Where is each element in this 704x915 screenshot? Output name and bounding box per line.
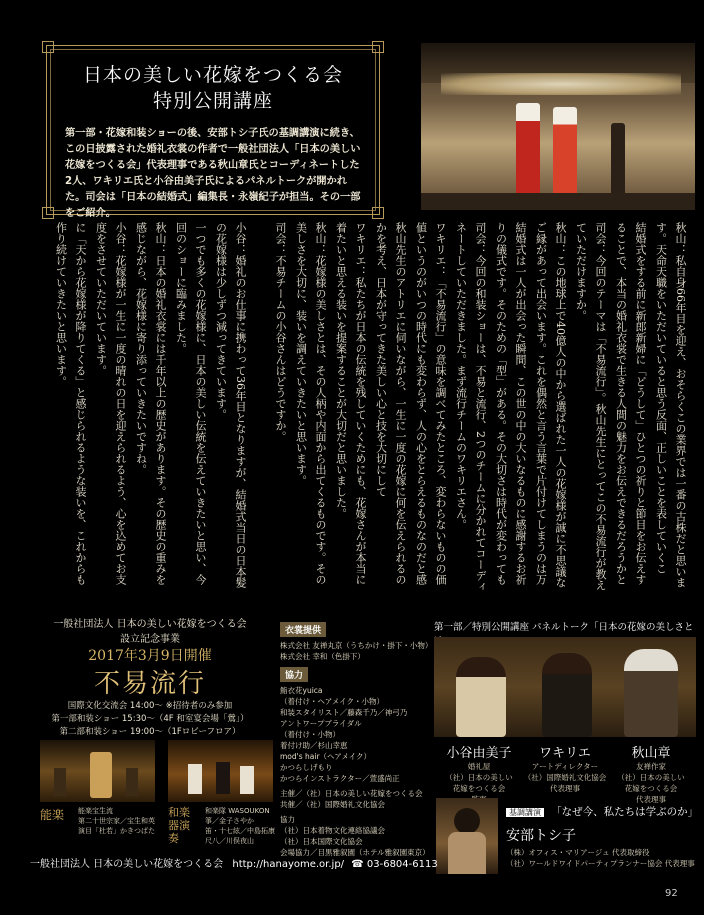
bride-figure [516, 103, 540, 203]
wagakki-desc: 笛・十七絃／中島拓康 [205, 827, 275, 835]
frame-corner [42, 207, 54, 219]
body-column: 一つでも多くの花嫁様に、日本の美しい伝統を伝えていきたいと思い、今回のショーに臨みました。 [174, 222, 207, 585]
body-column: 司会：今回のテーマは「不易流行」。秋山先生にとってこの不易流行が教えていただけますか。 [574, 222, 607, 591]
event-sub: 設立記念事業 [120, 634, 180, 645]
speaker-role: 花嫁をつくる会 [624, 784, 678, 793]
body-column: ワキリエ：私たちが日本の伝統を残していくためにも、花嫁さんが本当に着たいと思える装いを提案することが大切だと思いました。 [334, 222, 367, 585]
bride-procession-photo [421, 43, 695, 210]
lead-text: 第一部・花嫁和装ショーの後、安部トシ子氏の基調講演に続き、この日披露された婚礼衣裳の作者で一般社団法人「日本の美しい花嫁をつくる会」代表理事である秋山章氏とコーディネートした2人、ワキリエ氏と小谷由美子氏によるパネルトークが開かれた。司会は「日本の結婚式」編集長・永嶺紀子が担当。その一部をご紹介。 [65, 128, 361, 219]
speaker-name: ワキリエ [539, 746, 591, 761]
frame-corner [372, 41, 384, 53]
speaker-role: アートディレクター [531, 762, 599, 771]
wagakki-label: 和楽器演奏 [168, 806, 190, 845]
credit-line: 協力 [280, 815, 295, 824]
speaker-role: （社）日本の美しい [445, 773, 513, 782]
footer-url[interactable]: http://hanayome.or.jp/ [232, 859, 345, 870]
title-box [46, 45, 380, 219]
event-time-1: 国際文化交流会 14:00～ ※招待者のみ参加 [67, 701, 233, 711]
frame-corner [42, 41, 54, 53]
credit-line: （社）日本着物文化連絡協議会 [280, 826, 385, 835]
keynote-role: （社）ワールドワイドパーティプランナー協会 代表理事 [506, 859, 695, 868]
body-column: 結婚式をする前に新郎新婦に「どうして」ひとつの祈りと節目をお伝えすることで、本当の婚礼衣裳で生きる人間の魅力をお伝えできるだろうかと [614, 222, 647, 585]
speaker-role: （社）日本の美しい [617, 773, 685, 782]
wagakki-desc: 尺八／川俣夜山 [205, 837, 254, 845]
noh-desc: 演目「杜若」かきつばた [78, 827, 155, 835]
speaker-role: 婚礼屋 [467, 762, 491, 771]
keynote-label: 基調講演 [506, 808, 544, 817]
keynote-name: 安部トシ子 [506, 828, 576, 844]
noh-desc: 第二十世宗家／宝生和英 [78, 817, 155, 825]
event-theme: 不易流行 [93, 669, 206, 699]
speaker-card [436, 742, 522, 805]
page-number: 92 [665, 888, 678, 899]
footer-phone: ☎ 03-6804-6113 [351, 859, 438, 870]
speaker-name: 秋山章 [631, 746, 671, 761]
body-column: 結婚式は一人が出会った瞬間、この世の中の大いなるものに感謝するお祈りの儀式です。そのための「型」がある。その大切さは時代が変わっても [494, 222, 527, 585]
speaker-card [522, 742, 608, 794]
credit-line: 株式会社 友禅丸京（うちかけ・掛下・小物） [280, 641, 433, 650]
speaker-role: 花嫁をつくる会 [452, 784, 506, 793]
event-time-2: 第一部和装ショー 15:30～（4F 和室宴会場「鶯」） [51, 714, 249, 724]
credits [280, 618, 433, 858]
speaker-card [608, 742, 694, 805]
frame-corner [372, 207, 384, 219]
credit-line: （着付け・ヘアメイク・小物） [280, 697, 385, 706]
credit-line: かつらしげもり [280, 763, 333, 772]
credit-line: mod's hair（ヘアメイク） [280, 752, 372, 761]
credit-line: 鮨衣花yuica [280, 686, 323, 695]
wagakki-photo [168, 740, 273, 802]
keynote-role: （株）オフィス・マリアージュ 代表取締役 [506, 848, 650, 857]
credit-line: 着付け助／杉山幸恵 [280, 741, 348, 750]
panel-heading: 第一部／特別公開講座 パネルトーク「日本の花嫁の美しさと [434, 622, 694, 633]
wagakki-desc: 和楽隊 WASOUKON [205, 807, 270, 815]
attendant-figure [611, 123, 625, 201]
body-column: 秋山：私自身66年目を迎え、おそらくこの業界では一番の古株だと思います。天命天職をいただいていると思う反面、正しいことを表していくこ [654, 222, 687, 588]
keynote-title: 「なぜ今、私たちは学ぶのか」 [551, 806, 699, 818]
body-column: 小谷：婚礼のお仕事に携わって36年目となりますが、結婚式当日の日本髪の花嫁様は少しずつ減ってきています。 [214, 222, 247, 588]
credit-heading: 協力 [280, 667, 308, 682]
event-time-3: 第二部和装ショー 19:00～（1Fロビーフロア） [59, 727, 241, 737]
body-column: 秋山先生のアトリエに伺いながら、一生に一度の花嫁に何を伝えられるのかを考え、日本が守ってきた美しい心と技を大切にして [374, 222, 407, 585]
footer [30, 855, 450, 870]
noh-label: 能楽 [40, 808, 65, 822]
credit-line: 会場協力／目黒雅叙園（ホテル雅叙園東京） [280, 848, 430, 857]
body-column: 秋山：花嫁様の美しさとは、その人柄や内面から出てくるものです。その美しさを大切に、装いを調えていきたいと思います。 [294, 222, 327, 585]
credit-line: 和装スタイリスト／藤森千乃／神弓乃 [280, 708, 408, 717]
body-column: 司会：不易チームの小谷さんはどうですか。 [274, 222, 287, 442]
page-title: 日本の美しい花嫁をつくる会 [82, 64, 343, 86]
noh-desc: 能楽宝生流 [78, 807, 113, 815]
keynote-info [506, 800, 698, 869]
speaker-role: 友禅作家 [636, 762, 666, 771]
event-info [30, 615, 270, 755]
body-column: 司会：今回の和装ショーは、不易と流行、2つのチームに分かれてコーディネートしていただきました。まず流行チームのワキリエさん。 [454, 222, 487, 592]
credit-line: （社）日本国際文化協会 [280, 837, 363, 846]
bride-figure [553, 107, 577, 203]
credit-line: アントワープブライダル [280, 719, 362, 728]
credit-line: かつらインストラクター／萱盛尚正 [280, 774, 400, 783]
article-body [50, 222, 690, 592]
event-date: 2017年3月9日開催 [88, 648, 212, 664]
panel-photo [434, 637, 696, 737]
page-subtitle: 特別公開講座 [152, 90, 273, 112]
speaker-name: 小谷由美子 [446, 746, 512, 761]
wagakki-desc: 箏／金子さやか [205, 817, 254, 825]
credit-line: （着付け・小物） [280, 730, 340, 739]
body-column: 秋山：日本の婚礼衣裳には千年以上の歴史があります。その歴史の重みを感じながら、花嫁様に寄り添っていきたいですね。 [134, 222, 167, 585]
credit-line: 株式会社 幸和（色掛下） [280, 652, 365, 661]
noh-caption [78, 806, 155, 836]
event-org: 一般社団法人 日本の美しい花嫁をつくる会 [53, 619, 247, 630]
noh-photo [40, 740, 155, 802]
speaker-role: 代表理事 [636, 795, 666, 804]
credit-heading: 衣裳提供 [280, 622, 326, 637]
body-column: 小谷：花嫁様が一生に一度の晴れの日を迎えられるよう、心を込めてお支度をさせていただいています。 [94, 222, 127, 585]
footer-org: 一般社団法人 日本の美しい花嫁をつくる会 [30, 859, 224, 870]
credit-line: 主催／（社）日本の美しい花嫁をつくる会 [280, 789, 423, 798]
speaker-role: （社）国際婚礼文化協会 [523, 773, 607, 782]
body-column: 秋山：この地球上で40億人の中から選ばれた一人の花嫁様が誠に不思議なご縁があって出会います。これを偶然と言う言葉で片付けてしまうのは万 [534, 222, 567, 588]
body-column: ワキリエ：「不易流行」の意味を調べてみたところ、変わらないものの価値というのがいつの時代にも変わらず、人の心をとらえるものなのだと感 [414, 222, 447, 585]
wagakki-caption [205, 806, 275, 846]
credit-line: 共催／（社）国際婚礼文化協会 [280, 800, 385, 809]
speaker-role: 代表理事 [550, 784, 580, 793]
body-column: に「天から花嫁様が降りてくる」と感じられるような装いを、これからも作り続けていきたいと思います。 [54, 222, 87, 585]
